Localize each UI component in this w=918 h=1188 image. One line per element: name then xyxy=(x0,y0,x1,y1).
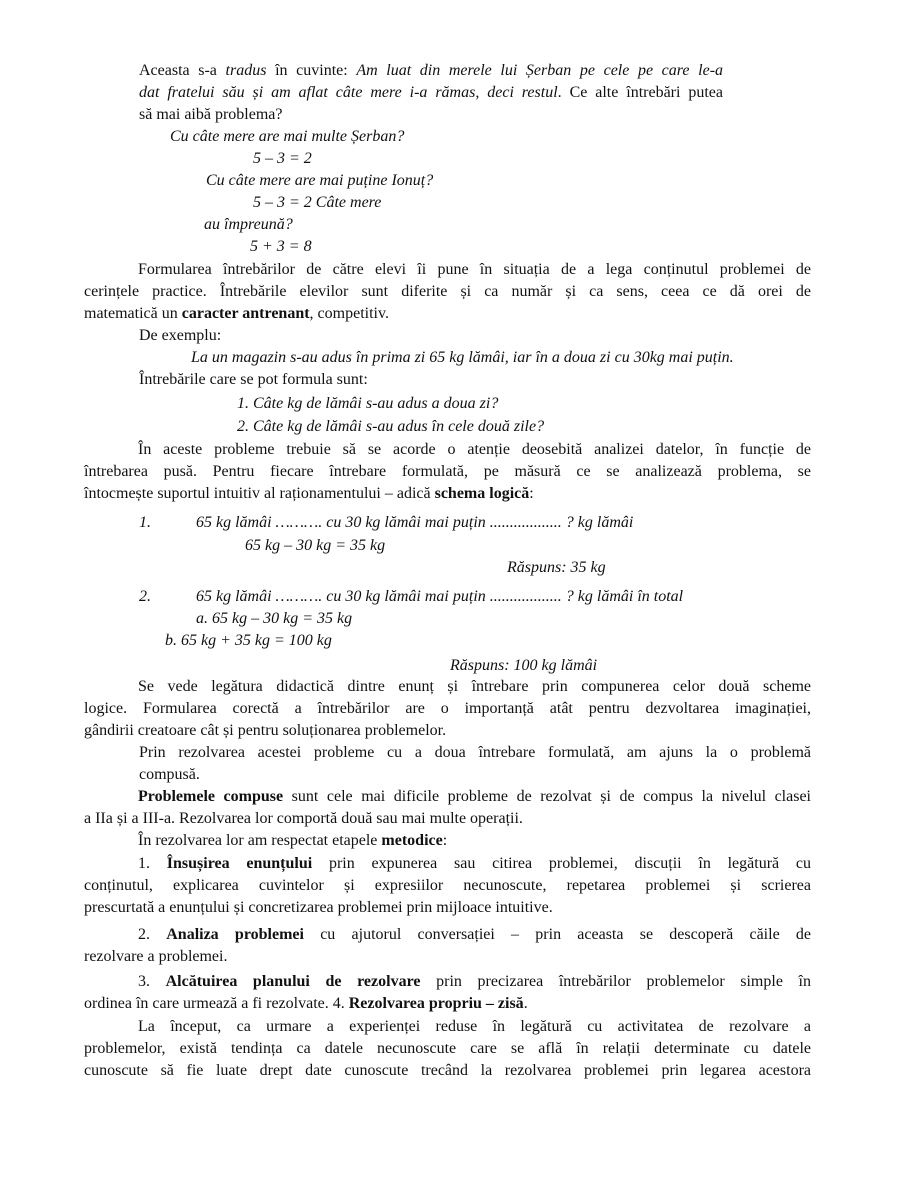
text: 2. xyxy=(138,926,167,943)
example-label: De exemplu: xyxy=(139,327,222,344)
text: ordinea în care urmează a fi rezolvate. 4. xyxy=(84,995,349,1012)
line: Se vede legătura didactică dintre enunț și întrebare prin compunerea celor două scheme xyxy=(138,678,811,695)
line: compusă. xyxy=(139,766,200,783)
line: conținutul, explicarea cuvintelor și expresiilor necunoscute, repetarea problemei și scrierea xyxy=(84,877,811,894)
text: cu ajutorul conversației – prin aceasta se descoperă căile de xyxy=(303,926,811,943)
text: 1. xyxy=(138,855,167,872)
intro-line-1 xyxy=(139,60,723,82)
line xyxy=(84,830,811,852)
line: prescurtată a enunțului și concretizarea problemei prin mijloace intuitive. xyxy=(84,899,553,916)
schema-number-1: 1. xyxy=(139,514,151,531)
bold-text: Analiza problemei xyxy=(166,926,304,943)
intro-line-3: să mai aibă problema? xyxy=(139,106,283,123)
paragraph-prin-rezolvarea xyxy=(139,742,811,786)
text: : xyxy=(442,832,448,849)
line: problemelor, există tendința ca datele necunoscute care se află în relații determinate cu datele xyxy=(84,1040,811,1057)
step-3-planul xyxy=(84,971,811,1015)
equation-3: 5 + 3 = 8 xyxy=(250,238,312,255)
text: întocmește suportul intuitiv al raționamentului – adică xyxy=(84,485,435,502)
paragraph-la-inceput xyxy=(84,1016,811,1082)
line xyxy=(84,993,811,1015)
question-3: au împreună? xyxy=(204,216,293,233)
text: dat fratelui său și am aflat câte mere i-a rămas, deci restul xyxy=(139,84,558,101)
paragraph-probleme-compuse xyxy=(84,786,811,852)
example-intro: Întrebările care se pot formula sunt: xyxy=(139,371,368,388)
bold-text: Problemele compuse xyxy=(138,788,284,805)
schema-2-step-b: b. 65 kg + 35 kg = 100 kg xyxy=(165,632,332,649)
schema-2: 65 kg lămâi ………. cu 30 kg lămâi mai puțin .................. ? kg lămâi în total xyxy=(196,588,684,605)
line: cunoscute să fie luate drept date cunoscute trecând la rezolvarea problemei prin legarea acestora xyxy=(84,1062,811,1079)
schema-1-answer: Răspuns: 35 kg xyxy=(507,559,606,576)
bold-text: Alcătuirea planului de rezolvare xyxy=(165,973,421,990)
line: logice. Formularea corectă a întrebărilor are o importanță atât pentru dezvoltarea imaginației, xyxy=(84,700,811,717)
line: a IIa și a III-a. Rezolvarea lor comportă două sau mai multe operații. xyxy=(84,810,523,827)
line xyxy=(84,303,811,325)
text: . Ce alte întrebări putea xyxy=(557,84,723,101)
schema-1-calc: 65 kg – 30 kg = 35 kg xyxy=(245,537,386,554)
schema-number-2: 2. xyxy=(139,588,151,605)
schema-1: 65 kg lămâi ………. cu 30 kg lămâi mai puțin .................. ? kg lămâi xyxy=(196,514,634,531)
example-question-2: 2. Câte kg de lămâi s-au adus în cele două zile? xyxy=(237,418,545,435)
bold-text: Însușirea enunțului xyxy=(166,855,313,872)
line: La început, ca urmare a experienței reduse în legătură cu activitatea de rezolvare a xyxy=(138,1018,811,1035)
example-statement: La un magazin s-au adus în prima zi 65 kg lămâi, iar în a doua zi cu 30kg mai puțin. xyxy=(191,349,734,366)
bold-text: Rezolvarea propriu – zisă xyxy=(348,995,524,1012)
question-1: Cu câte mere are mai multe Șerban? xyxy=(170,128,405,145)
line: rezolvare a problemei. xyxy=(84,948,228,965)
question-2: Cu câte mere are mai puține Ionuț? xyxy=(206,172,434,189)
text: prin expunerea sau citirea problemei, discuții în legătură cu xyxy=(312,855,811,872)
text: În rezolvarea lor am respectat etapele xyxy=(138,832,382,849)
step-1-insusirea xyxy=(84,853,811,919)
text: Am luat din merele lui Șerban pe cele pe care le-a xyxy=(356,62,724,79)
text: , competitiv. xyxy=(309,305,389,322)
equation-2: 5 – 3 = 2 Câte mere xyxy=(253,194,382,211)
bold-text: schema logică xyxy=(434,485,530,502)
example-question-1: 1. Câte kg de lămâi s-au adus a doua zi? xyxy=(237,395,499,412)
line xyxy=(84,924,811,946)
text: Aceasta s-a xyxy=(139,62,226,79)
paragraph-analiza xyxy=(84,439,811,505)
text: matematică un xyxy=(84,305,182,322)
text: . xyxy=(523,995,528,1012)
text: sunt cele mai dificile probleme de rezolvat și de compus la nivelul clasei xyxy=(283,788,812,805)
line: Formularea întrebărilor de către elevi îi pune în situația de a lega conținutul problemei de xyxy=(138,261,811,278)
text: : xyxy=(529,485,534,502)
paragraph-formularea xyxy=(84,259,811,325)
text: în cuvinte: xyxy=(266,62,357,79)
line: cerințele practice. Întrebările elevilor sunt diferite și ca număr și ca sens, ceea ce dă orei de xyxy=(84,283,811,300)
bold-text: metodice xyxy=(381,832,443,849)
intro-paragraph xyxy=(139,60,723,126)
line xyxy=(84,971,811,993)
line: Prin rezolvarea acestei probleme cu a doua întrebare formulată, am ajuns la o problemă xyxy=(139,744,811,761)
line: întrebarea pusă. Pentru fiecare întrebare formulată, pe măsură ce se analizează problema, se xyxy=(84,463,811,480)
schema-2-answer: Răspuns: 100 kg lămâi xyxy=(450,657,598,674)
bold-text: caracter antrenant xyxy=(181,305,310,322)
line: gândirii creatoare cât și pentru soluționarea problemelor. xyxy=(84,722,447,739)
text: tradus xyxy=(225,62,267,79)
line xyxy=(84,853,811,875)
line: În aceste probleme trebuie să se acorde o atenție deosebită analizei datelor, în funcție de xyxy=(138,441,811,458)
equation-1: 5 – 3 = 2 xyxy=(253,150,312,167)
text: prin precizarea întrebărilor problemelor simple în xyxy=(420,973,811,990)
line xyxy=(84,483,811,505)
step-2-analiza xyxy=(84,924,811,968)
paragraph-legatura xyxy=(84,676,811,742)
line xyxy=(84,786,811,808)
intro-line-2 xyxy=(139,82,723,104)
schema-2-step-a: a. 65 kg – 30 kg = 35 kg xyxy=(196,610,353,627)
text: 3. xyxy=(138,973,166,990)
